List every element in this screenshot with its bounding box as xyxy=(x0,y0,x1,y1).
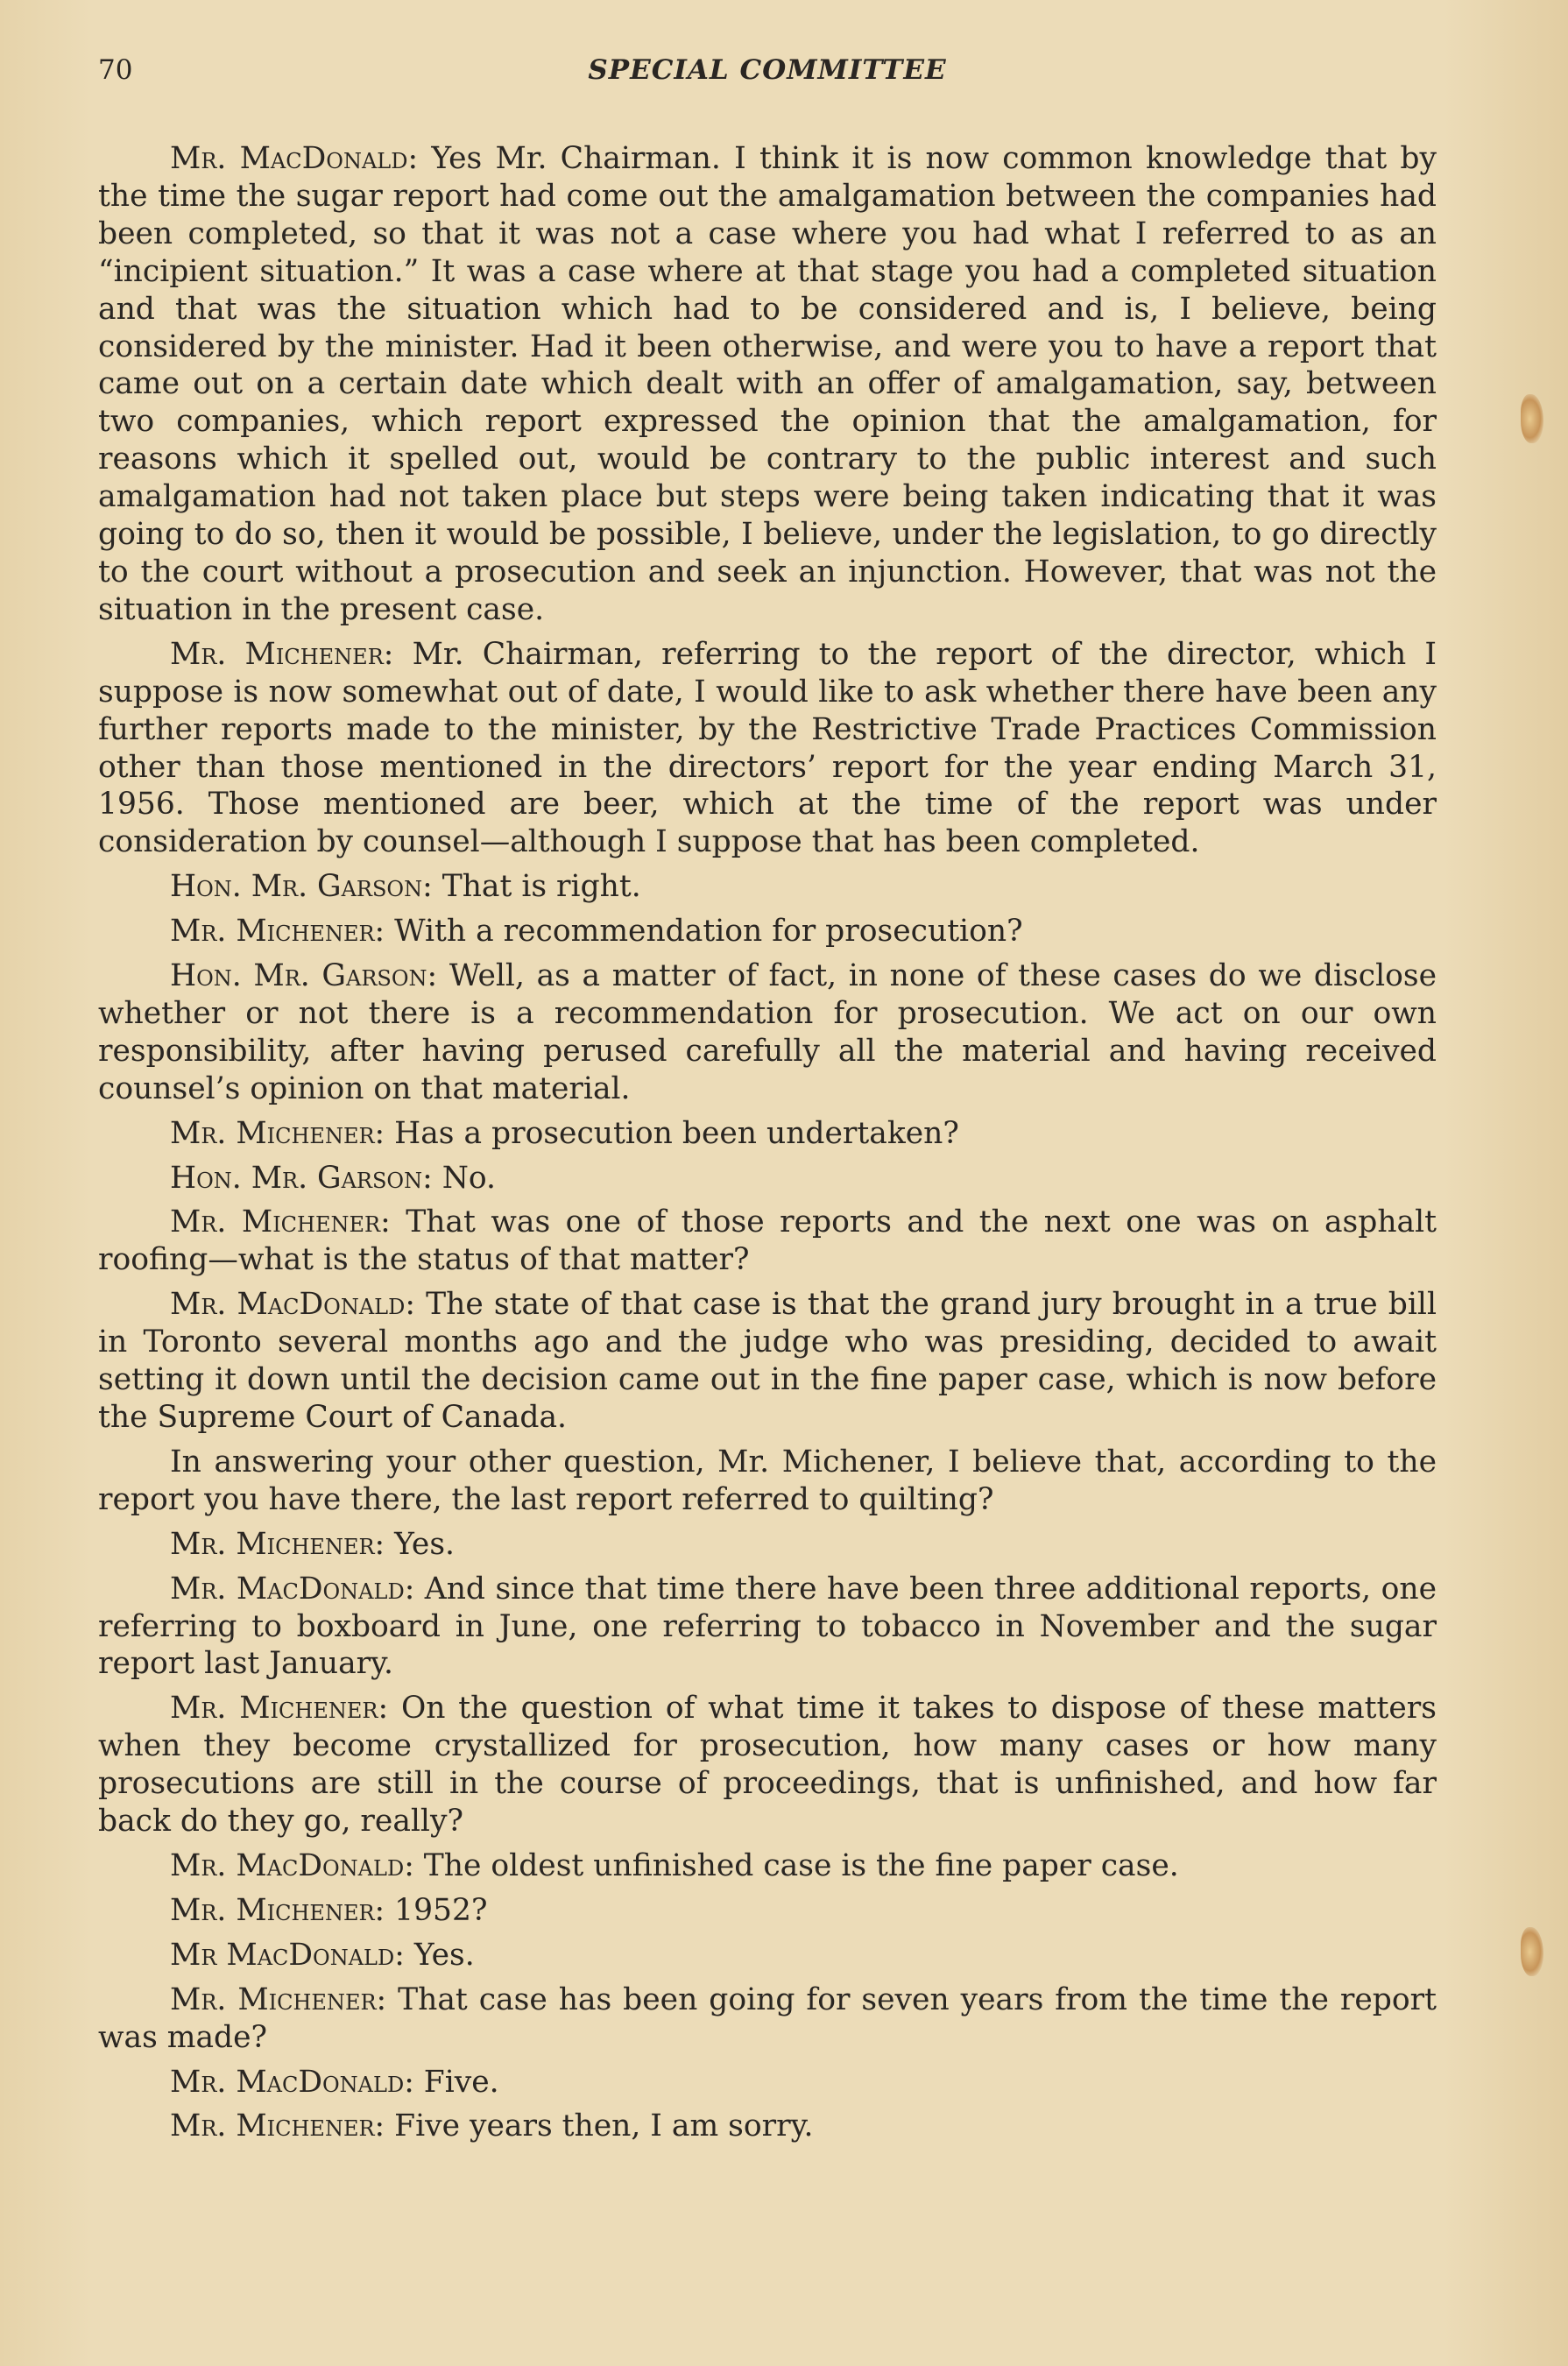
paragraph xyxy=(98,1571,1437,1684)
speaker-name: Hon. Mr. Garson: xyxy=(170,958,438,994)
speaker-name: Hon. Mr. Garson: xyxy=(170,869,433,905)
speaker-name: Mr. Michener: xyxy=(170,914,385,950)
page-header xyxy=(98,54,1437,109)
paragraph xyxy=(98,1690,1437,1840)
binding-hole-mark xyxy=(1521,1927,1543,1976)
speech-text: Five. xyxy=(423,2064,499,2100)
paragraph xyxy=(98,1204,1437,1279)
paragraph xyxy=(98,1115,1437,1153)
transcript-body xyxy=(98,140,1437,2145)
speech-text: The state of that case is that the grand jury brought in a true bill in Toronto several months ago and the judge who was presiding, decided to await setting it down until the decision came out in the fine paper case, which is now before the Supreme Court of Canada. xyxy=(98,1287,1437,1435)
speech-text: That is right. xyxy=(441,869,641,905)
speaker-name: Mr. MacDonald: xyxy=(170,1847,414,1883)
paragraph xyxy=(98,868,1437,906)
speech-text: In answering your other question, Mr. Michener, I believe that, according to the report you have there, the last report referred to quilting? xyxy=(98,1444,1437,1517)
speech-text: Yes. xyxy=(394,1526,456,1562)
speaker-name: Mr. MacDonald: xyxy=(170,1571,415,1607)
speech-text: With a recommendation for prosecution? xyxy=(394,914,1023,950)
paragraph xyxy=(98,1286,1437,1437)
speech-text: No. xyxy=(441,1160,497,1196)
paragraph xyxy=(98,1160,1437,1197)
speech-text: Well, as a matter of fact, in none of these cases do we disclose whether or not there is a recommendation for prosecution. We act on our own responsibility, after having perused carefully all the material and having received counsel’s opinion on that material. xyxy=(98,958,1437,1106)
speech-text: 1952? xyxy=(394,1892,488,1928)
speaker-name: Mr. MacDonald: xyxy=(170,141,419,176)
speaker-name: Mr. Michener: xyxy=(170,1526,385,1562)
speech-text: Yes Mr. Chairman. I think it is now common knowledge that by the time the sugar report had come out the amalgamation between the companies had been completed, so that it was not a case where you had what I referred to as an “incipient situation.” It was a case where at that stage you had a completed situation and that was the situation which had to be considered and is, I believe, being considered by the minister. Had it been otherwise, and were you to have a report that came out on a certain date which dealt with an offer of amalgamation, say, between two companies, which report expressed the opinion that the amalgamation, for reasons which it spelled out, would be contrary to the public interest and such amalgamation had not taken place but steps were being taken indicating that it was going to do so, then it would be possible, I believe, under the legislation, to go directly to the court without a prosecution and seek an injunction. However, that was not the situation in the present case. xyxy=(98,141,1437,627)
speech-text: Mr. Chairman, referring to the report of the director, which I suppose is now somewhat out of date, I would like to ask whether there have been any further reports made to the minister, by the Restrictive Trade Practices Commission other than those mentioned in the directors’ report for the year ending March 31, 1956. Those mentioned are beer, which at the time of the report was under consideration by counsel—although I suppose that has been completed. xyxy=(98,636,1437,860)
speaker-name: Mr. MacDonald: xyxy=(170,1287,415,1323)
speaker-name: Mr. MacDonald: xyxy=(170,2064,414,2100)
speech-text: And since that time there have been three additional reports, one referring to boxboard in June, one referring to tobacco in November and the sugar report last January. xyxy=(98,1571,1437,1682)
speaker-name: Mr. Michener: xyxy=(170,1115,385,1151)
paragraph xyxy=(98,1981,1437,2057)
paragraph xyxy=(98,2108,1437,2145)
paragraph xyxy=(98,1892,1437,1930)
paragraph xyxy=(98,1847,1437,1885)
paragraph xyxy=(98,1937,1437,1974)
paragraph xyxy=(98,913,1437,950)
speech-text: The oldest unfinished case is the fine paper case. xyxy=(423,1847,1179,1883)
speaker-name: Mr. Michener: xyxy=(170,2108,385,2144)
speaker-name: Mr. Michener: xyxy=(170,1981,387,2017)
speech-text: On the question of what time it takes to dispose of these matters when they become crystallized for prosecution, how many cases or how many prosecutions are still in the course of proceedings, that is unfinished, and how far back do they go, really? xyxy=(98,1691,1437,1840)
speech-text: That was one of those reports and the next one was on asphalt roofing—what is the status of that matter? xyxy=(98,1204,1437,1278)
speaker-name: Mr. Michener: xyxy=(170,1691,389,1727)
paragraph xyxy=(98,957,1437,1108)
page-number: 70 xyxy=(98,54,133,86)
running-title: SPECIAL COMMITTEE xyxy=(588,54,947,86)
speech-text: Five years then, I am sorry. xyxy=(394,2108,814,2144)
speech-text: That case has been going for seven years from the time the report was made? xyxy=(98,1981,1437,2055)
speaker-name: Hon. Mr. Garson: xyxy=(170,1160,433,1196)
paragraph xyxy=(98,1526,1437,1564)
speech-text: Yes. xyxy=(413,1937,475,1973)
paragraph xyxy=(98,140,1437,629)
speaker-name: Mr. Michener: xyxy=(170,636,394,672)
paragraph xyxy=(98,2064,1437,2101)
speaker-name: Mr. Michener: xyxy=(170,1204,391,1240)
paragraph xyxy=(98,1444,1437,1519)
speech-text: Has a prosecution been undertaken? xyxy=(394,1115,959,1151)
speaker-name: Mr MacDonald: xyxy=(170,1937,405,1973)
paragraph xyxy=(98,636,1437,861)
speaker-name: Mr. Michener: xyxy=(170,1892,385,1928)
binding-hole-mark xyxy=(1521,394,1543,443)
